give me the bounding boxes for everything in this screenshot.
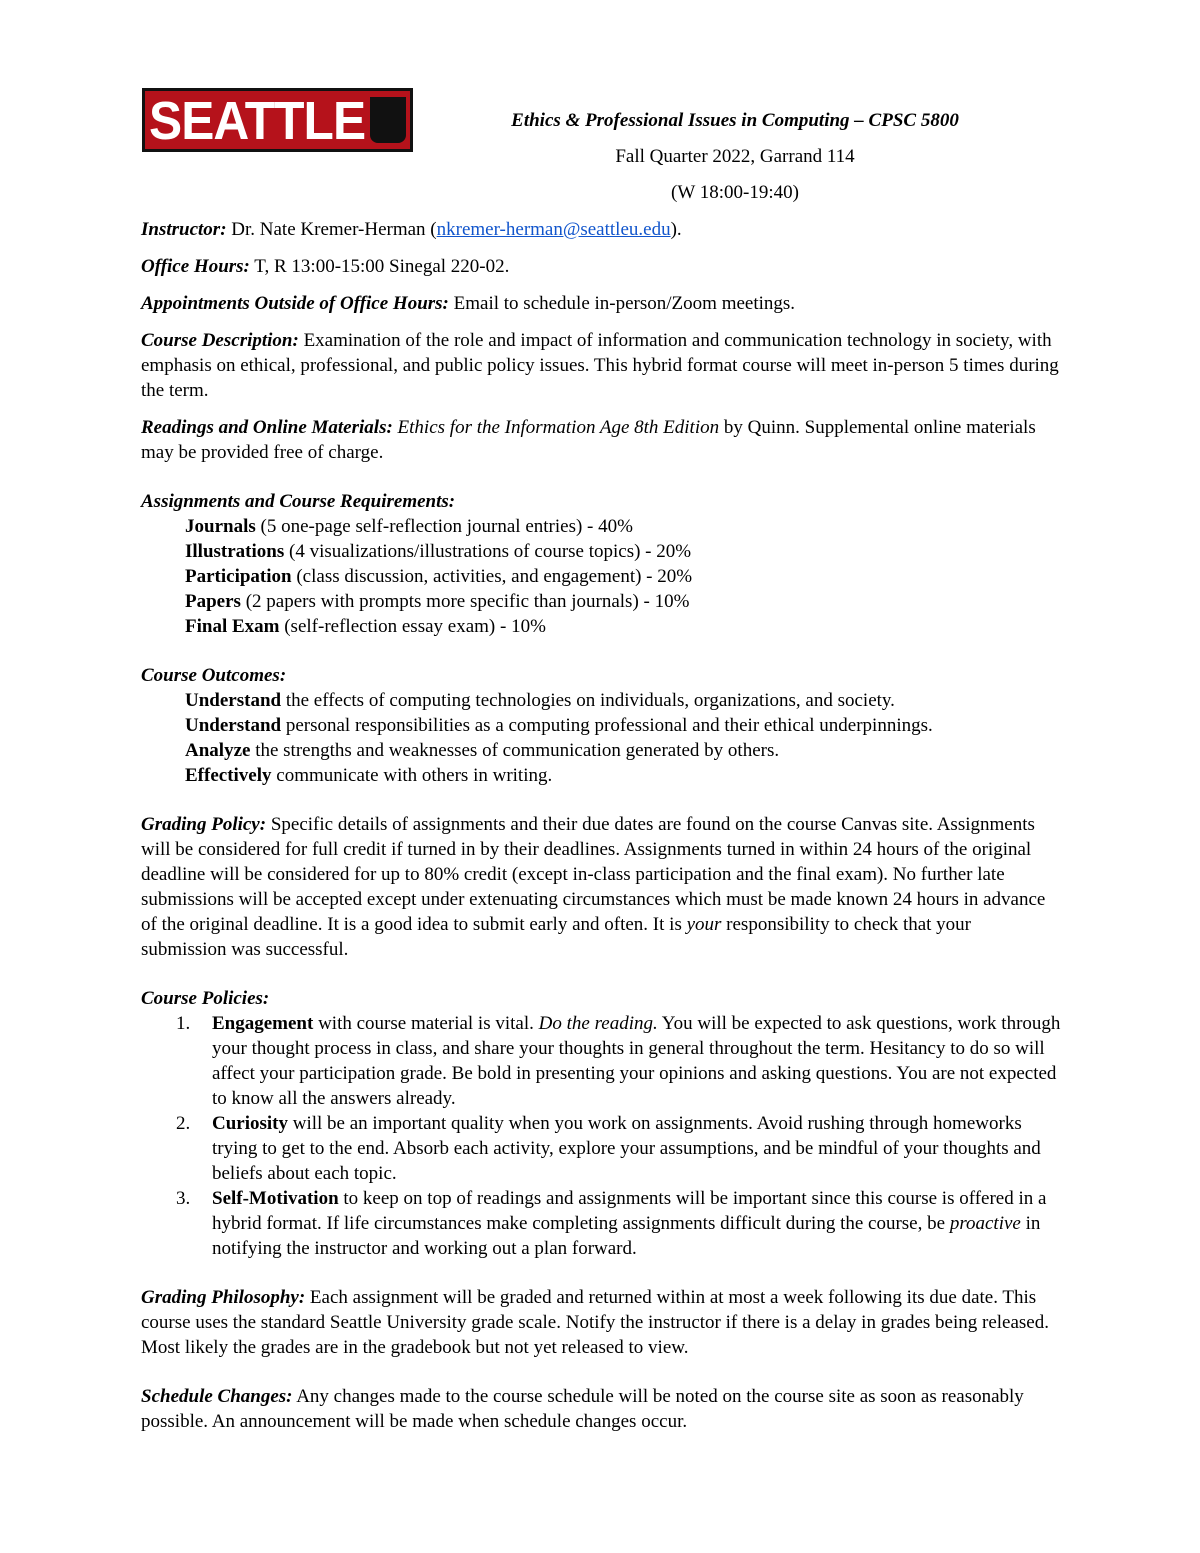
appointments-label: Appointments Outside of Office Hours: <box>141 293 449 314</box>
policy-text-end: in notifying the instructor and working out a plan forward. <box>212 1213 1041 1259</box>
outcome-desc: communicate with others in writing. <box>271 765 553 786</box>
assignments-section <box>141 489 1061 639</box>
assignment-item <box>185 614 1061 639</box>
policy-text: with course material is vital. <box>313 1013 539 1034</box>
appointments-text: Email to schedule in-person/Zoom meetings. <box>448 293 796 314</box>
grading-policy-emphasis: your <box>686 914 722 935</box>
outcome-desc: personal responsibilities as a computing professional and their ethical underpinnings. <box>281 715 933 736</box>
grading-philosophy-label: Grading Philosophy: <box>141 1287 306 1308</box>
instructor-email-link[interactable]: nkremer-herman@seattleu.edu <box>436 219 671 240</box>
outcome-verb: Analyze <box>185 740 251 761</box>
logo-wordmark: SEATTLE <box>149 91 366 149</box>
assignment-name: Papers <box>185 591 241 612</box>
policy-emphasis: Do the reading. <box>538 1013 658 1034</box>
outcome-verb: Understand <box>185 715 282 736</box>
course-header <box>430 108 1040 216</box>
assignment-item <box>185 564 1061 589</box>
policy-emphasis: proactive <box>949 1213 1021 1234</box>
outcome-verb: Effectively <box>185 765 272 786</box>
schedule-changes <box>141 1384 1061 1434</box>
assignment-item <box>185 589 1061 614</box>
office-hours-text: T, R 13:00-15:00 Sinegal 220-02. <box>249 256 510 277</box>
assignment-desc: (class discussion, activities, and engagement) - 20% <box>291 566 693 587</box>
grading-policy-text-end: responsibility to check that your submission was successful. <box>141 914 972 960</box>
course-time: (W 18:00-19:40) <box>671 182 799 203</box>
policies-list <box>141 1011 1061 1261</box>
policy-number: 3. <box>176 1188 191 1209</box>
policies-label: Course Policies: <box>141 988 270 1009</box>
policy-item <box>141 1111 1061 1186</box>
policy-text-end: You will be expected to ask questions, work through your thought process in class, and share your thoughts in general throughout the term. Hesitancy to do so will affect your participation grade. Be bold in presenting your opinions and asking questions. You are not expected to know all the answers already. <box>212 1013 1061 1109</box>
instructor-line <box>141 217 1061 242</box>
seattle-u-logo <box>142 88 413 152</box>
policy-number: 2. <box>176 1113 191 1134</box>
grading-philosophy-text: Each assignment will be graded and returned within at most a week following its due date. This course uses the standard Seattle University grade scale. Notify the instructor if there is a delay in grades being released. Most likely the grades are in the gradebook but not yet released to view. <box>141 1287 1049 1358</box>
policy-name: Curiosity <box>212 1113 288 1134</box>
description-text: Examination of the role and impact of information and communication technology in society, with emphasis on ethical, professional, and public policy issues. This hybrid format course will meet in-person 5 times during the term. <box>141 330 1059 401</box>
readings-book-title: Ethics for the Information Age 8th Edition <box>397 417 720 438</box>
policy-name: Engagement <box>212 1013 314 1034</box>
assignments-label: Assignments and Course Requirements: <box>141 491 456 512</box>
syllabus-body <box>141 217 1061 1434</box>
policy-text: will be an important quality when you work on assignments. Avoid rushing through homeworks trying to get to the end. Absorb each activity, explore your assumptions, and be mindful of your thoughts and beliefs about each topic. <box>212 1113 1041 1184</box>
assignment-name: Journals <box>185 516 256 537</box>
outcome-item <box>185 763 1061 788</box>
outcome-item <box>185 713 1061 738</box>
assignment-desc: (5 one-page self-reflection journal entries) - 40% <box>255 516 633 537</box>
readings-section <box>141 415 1061 465</box>
assignment-name: Participation <box>185 566 292 587</box>
office-hours-label: Office Hours: <box>141 256 250 277</box>
outcomes-label: Course Outcomes: <box>141 665 287 686</box>
policy-item <box>141 1011 1061 1111</box>
policies-section <box>141 986 1061 1261</box>
outcome-verb: Understand <box>185 690 282 711</box>
assignment-desc: (self-reflection essay exam) - 10% <box>279 616 546 637</box>
assignment-desc: (2 papers with prompts more specific than journals) - 10% <box>240 591 690 612</box>
course-term: Fall Quarter 2022, Garrand 114 <box>615 146 855 167</box>
assignment-item <box>185 539 1061 564</box>
instructor-suffix: ). <box>670 219 682 240</box>
policy-item <box>141 1186 1061 1261</box>
course-title: Ethics & Professional Issues in Computing – CPSC 5800 <box>511 110 959 131</box>
policy-text: to keep on top of readings and assignments will be important since this course is offered in a hybrid format. If life circumstances make completing assignments difficult during the course, be <box>212 1188 1047 1234</box>
logo-u-mark <box>370 97 406 143</box>
description-label: Course Description: <box>141 330 299 351</box>
policy-name: Self-Motivation <box>212 1188 339 1209</box>
assignment-desc: (4 visualizations/illustrations of course topics) - 20% <box>284 541 692 562</box>
instructor-name: Dr. Nate Kremer-Herman ( <box>231 219 437 240</box>
grading-philosophy <box>141 1285 1061 1360</box>
assignment-name: Final Exam <box>185 616 280 637</box>
appointments-line <box>141 291 1061 316</box>
outcome-desc: the effects of computing technologies on individuals, organizations, and society. <box>281 690 895 711</box>
grading-policy-text: Specific details of assignments and their due dates are found on the course Canvas site. Assignments will be considered for full credit if turned in by their deadlines. Assignments turned in within 24 hours of the original deadline will be considered for up to 80% credit (except in-class participation and the final exam). No further late submissions will be accepted except under extenuating circumstances which must be made known 24 hours in advance of the original deadline. It is a good idea to submit early and often. It is <box>141 814 1046 935</box>
policy-number: 1. <box>176 1013 191 1034</box>
outcome-item <box>185 738 1061 763</box>
grading-policy <box>141 812 1061 962</box>
readings-text: by Quinn. Supplemental online materials may be provided free of charge. <box>141 417 1036 463</box>
outcome-item <box>185 688 1061 713</box>
outcome-desc: the strengths and weaknesses of communication generated by others. <box>250 740 780 761</box>
course-description <box>141 328 1061 403</box>
readings-label: Readings and Online Materials: <box>141 417 393 438</box>
schedule-changes-label: Schedule Changes: <box>141 1386 293 1407</box>
assignment-name: Illustrations <box>185 541 285 562</box>
outcomes-section <box>141 663 1061 788</box>
schedule-changes-text: Any changes made to the course schedule will be noted on the course site as soon as reasonably possible. An announcement will be made when schedule changes occur. <box>141 1386 1024 1432</box>
grading-policy-label: Grading Policy: <box>141 814 267 835</box>
instructor-label: Instructor: <box>141 219 227 240</box>
assignment-item <box>185 514 1061 539</box>
office-hours-line <box>141 254 1061 279</box>
